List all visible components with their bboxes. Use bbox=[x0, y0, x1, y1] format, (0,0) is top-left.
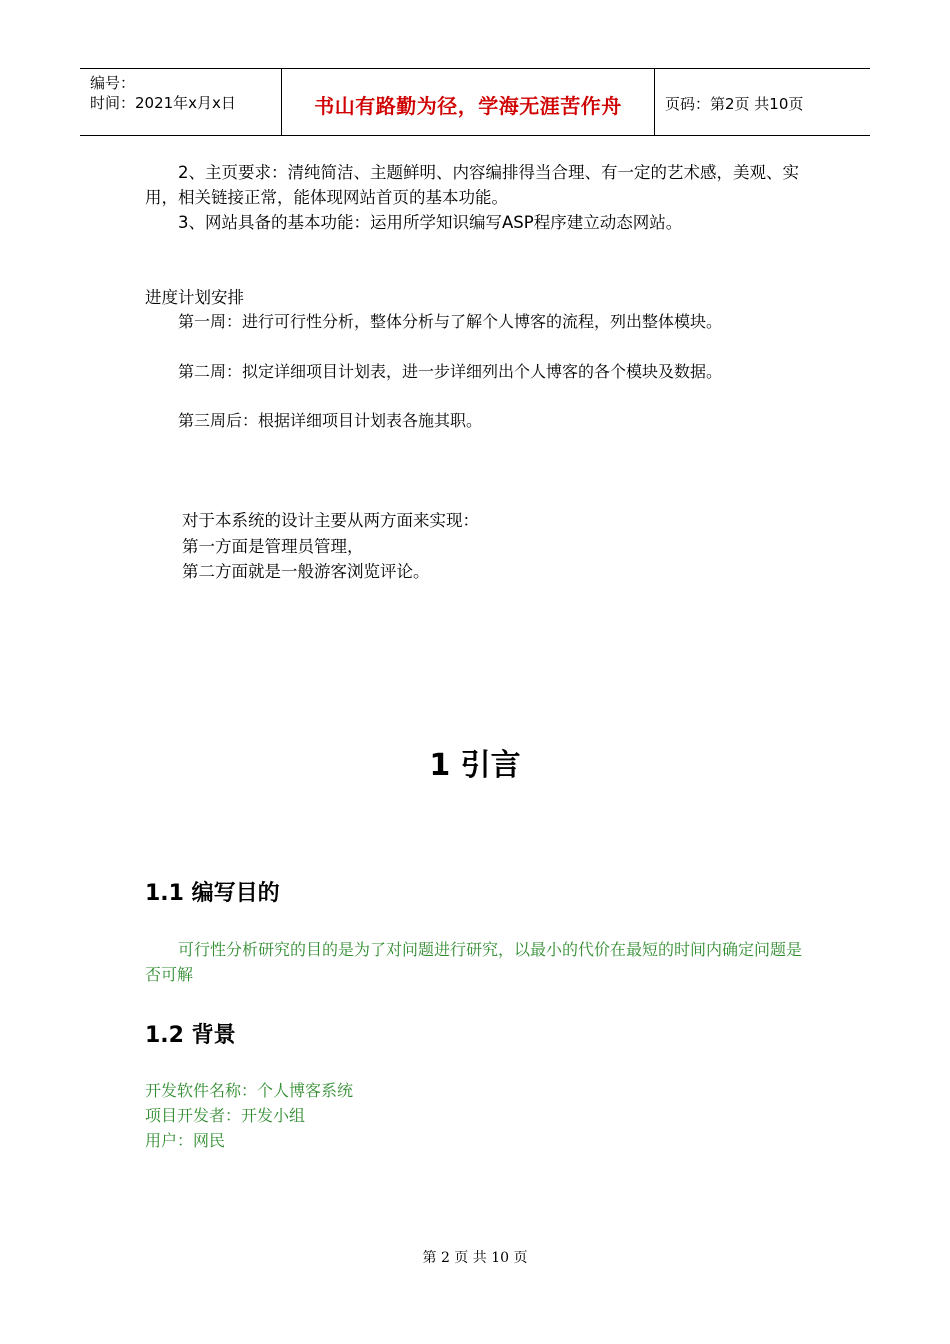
header-meta bbox=[80, 69, 282, 135]
design-line-3: 第二方面就是一般游客浏览评论。 bbox=[182, 562, 430, 581]
schedule-week-3: 第三周后：根据详细项目计划表各施其职。 bbox=[178, 411, 483, 430]
schedule-week-2: 第二周：拟定详细项目计划表，进一步详细列出个人博客的各个模块及数据。 bbox=[178, 362, 723, 381]
section-1-2-heading: 1.2 背景 bbox=[145, 1023, 236, 1048]
users: 用户：网民 bbox=[145, 1131, 226, 1150]
header-motto-cell bbox=[282, 69, 655, 135]
time-label: 时间：2021年x月x日 bbox=[90, 94, 236, 112]
page-header bbox=[80, 68, 870, 136]
section-1-1-heading: 1.1 编写目的 bbox=[145, 881, 280, 906]
section-1-heading: 1 引言 bbox=[429, 748, 521, 783]
software-name: 开发软件名称：个人博客系统 bbox=[145, 1081, 354, 1100]
purpose-text: 可行性分析研究的目的是为了对问题进行研究，以最小的代价在最短的时间内确定问题是否可解 bbox=[145, 940, 803, 984]
design-line-2: 第一方面是管理员管理， bbox=[182, 537, 364, 556]
number-label: 编号： bbox=[90, 74, 136, 92]
header-page-label: 页码：第2页 共10页 bbox=[665, 94, 804, 113]
developer: 项目开发者：开发小组 bbox=[145, 1106, 306, 1125]
schedule-week-1: 第一周：进行可行性分析，整体分析与了解个人博客的流程，列出整体模块。 bbox=[178, 312, 723, 331]
requirement-item-2: 2、主页要求：清纯简洁、主题鲜明、内容编排得当合理、有一定的艺术感，美观、实用，相关链接正常，能体现网站首页的基本功能。 bbox=[145, 163, 799, 207]
design-line-1: 对于本系统的设计主要从两方面来实现： bbox=[182, 511, 479, 530]
schedule-title: 进度计划安排 bbox=[145, 288, 244, 307]
requirement-item-3: 3、网站具备的基本功能：运用所学知识编写ASP程序建立动态网站。 bbox=[178, 213, 683, 232]
header-motto: 书山有路勤为径，学海无涯苦作舟 bbox=[314, 93, 622, 118]
page-footer: 第 2 页 共 10 页 bbox=[422, 1250, 528, 1266]
